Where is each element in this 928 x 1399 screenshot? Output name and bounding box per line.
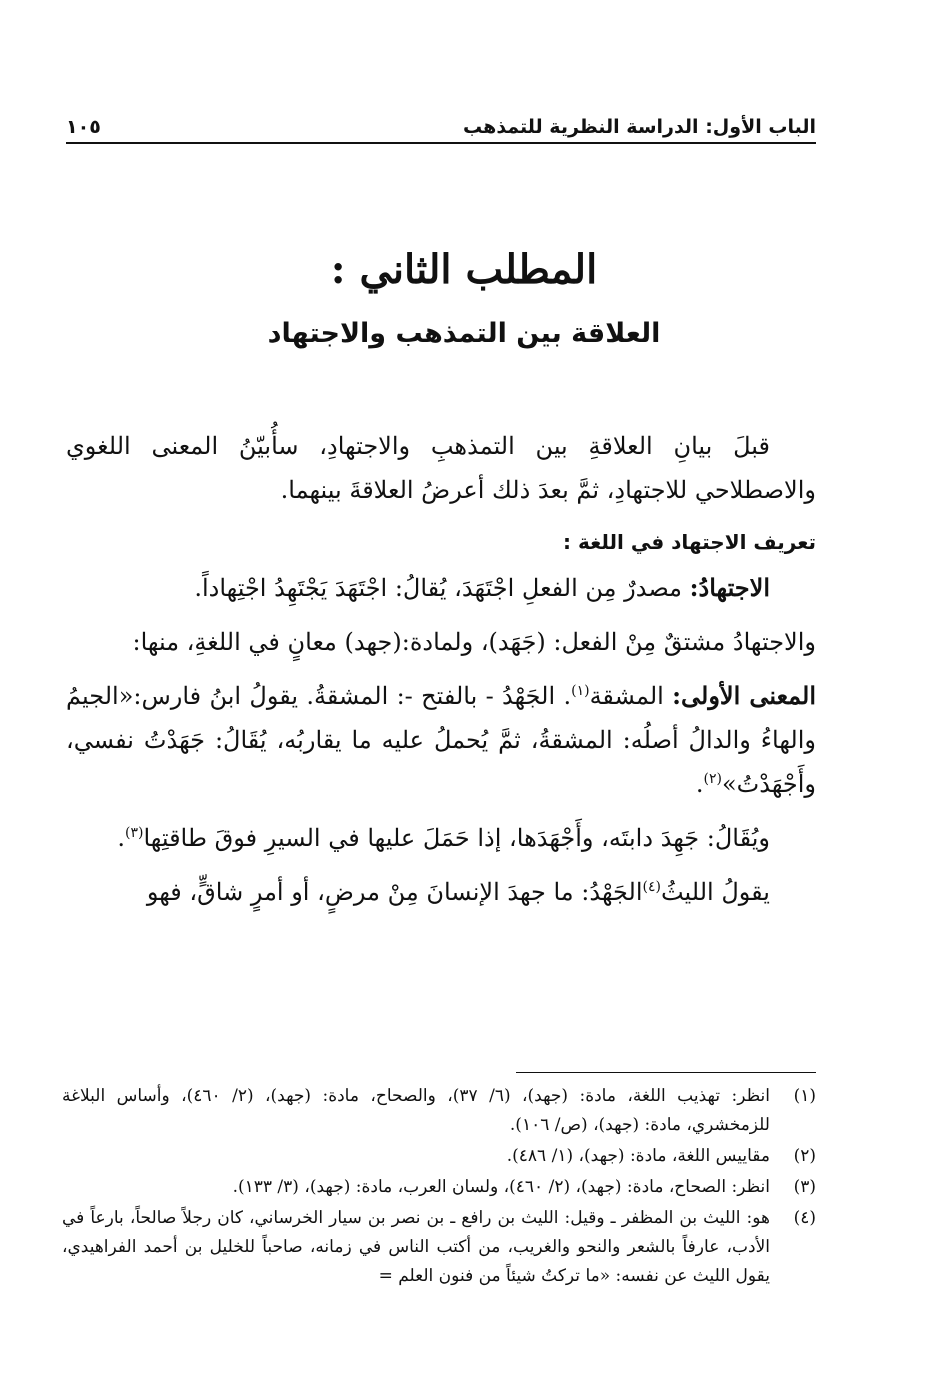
- page-number: ١٠٥: [66, 116, 101, 138]
- meaning1-text: . الجَهْدُ - بالفتح -: المشقةُ. يقولُ ابنُ فارس:«الجيمُ والهاءُ والدالُ أصلُه: المشقةُ، ثمَّ يُحملُ عليه ما يقاربُه، يُقَالُ: جَهَدْتُ نفسي، وأَجْهَدْتُ»: [66, 682, 816, 798]
- running-title: الباب الأول: الدراسة النظرية للتمذهب: [463, 116, 816, 138]
- meaning1-word: المشقة: [589, 682, 673, 710]
- footnote-number: (٣): [793, 1177, 816, 1197]
- footnote-number: (٢): [793, 1146, 816, 1166]
- layth-text: الجَهْدُ: ما جهدَ الإنسانَ مِنْ مرضٍ، أو أمرٍ شاقٍّ، فهو: [146, 878, 643, 906]
- said-paragraph: [66, 816, 816, 860]
- layth-paragraph: [66, 870, 816, 914]
- footnote: [62, 1173, 816, 1202]
- footnote: [62, 1142, 816, 1171]
- footnote-text: مقاييس اللغة، مادة: (جهد)، (١/ ٤٨٦).: [506, 1146, 770, 1166]
- said-end: .: [117, 824, 125, 852]
- definition-paragraph: [66, 566, 816, 610]
- footnote-number: (١): [793, 1086, 816, 1106]
- intro-paragraph: قبلَ بيانِ العلاقةِ بين التمذهبِ والاجتهادِ، سأُبيّنُ المعنى اللغوي والاصطلاحي للاجتهادِ، ثمَّ بعدَ ذلك أعرضُ العلاقةَ بينهما.: [66, 432, 816, 504]
- footnote: [62, 1082, 816, 1140]
- meaning1-paragraph: [66, 674, 816, 806]
- section-title: العلاقة بين التمذهب والاجتهاد: [267, 318, 661, 349]
- footnote-ref-1[interactable]: (١): [571, 683, 590, 699]
- meaning1-end: .: [695, 770, 704, 798]
- footnote-text: انظر: تهذيب اللغة، مادة: (جهد)، (٦/ ٣٧)، والصحاح، مادة: (جهد)، (٢/ ٤٦٠)، وأساس البلاغة للزمخشري، مادة: (جهد)، (ص/ ١٠٦).: [62, 1086, 770, 1135]
- footnote-text: هو: الليث بن المظفر ـ وقيل: الليث بن رافع ـ بن نصر بن سيار الخرساني، كان رجلاً صالحاً، بارعاً في الأدب، عارفاً بالشعر والنحو والغريب، من أكتب الناس في زمانه، صاحباً للخليل بن أحمد الفراهيدي، يقول الليث عن نفسه: «ما تركتُ شيئاً من فنون العلم =: [62, 1208, 770, 1286]
- subheading: تعريف الاجتهاد في اللغة :: [563, 530, 816, 554]
- footnote-divider: [516, 1072, 816, 1073]
- footnote-ref-2[interactable]: (٢): [703, 771, 722, 787]
- layth-start: يقولُ الليثُ: [660, 878, 770, 906]
- section-label: المطلب الثاني :: [330, 246, 598, 293]
- definition-text: مصدرٌ مِن الفعلِ اجْتَهَدَ، يُقالُ: اجْتَهَدَ يَجْتَهِدُ اجْتِهاداً.: [194, 574, 690, 602]
- footnotes: [62, 1082, 816, 1293]
- footnote-ref-3[interactable]: (٣): [125, 825, 144, 841]
- footnote-text: انظر: الصحاح، مادة: (جهد)، (٢/ ٤٦٠)، ولسان العرب، مادة: (جهد)، (٣/ ١٣٣).: [232, 1177, 770, 1197]
- definition-term: الاجتهادُ:: [689, 573, 770, 602]
- footnote: [62, 1204, 816, 1291]
- running-header: [66, 104, 816, 144]
- meaning1-term: المعنى الأولى:: [672, 681, 816, 710]
- derivation-paragraph: والاجتهادُ مشتقٌ مِنْ الفعل: (جَهَد)، ولمادة:(جهد) معانٍ في اللغةِ، منها:: [132, 628, 816, 656]
- said-text: ويُقَالُ: جَهِدَ دابتَه، وأَجْهَدَها، إذا حَمَلَ عليها في السيرِ فوقَ طاقتِها: [143, 824, 770, 852]
- main-text: [66, 424, 816, 924]
- footnote-number: (٤): [793, 1208, 816, 1228]
- footnote-ref-4[interactable]: (٤): [642, 879, 661, 895]
